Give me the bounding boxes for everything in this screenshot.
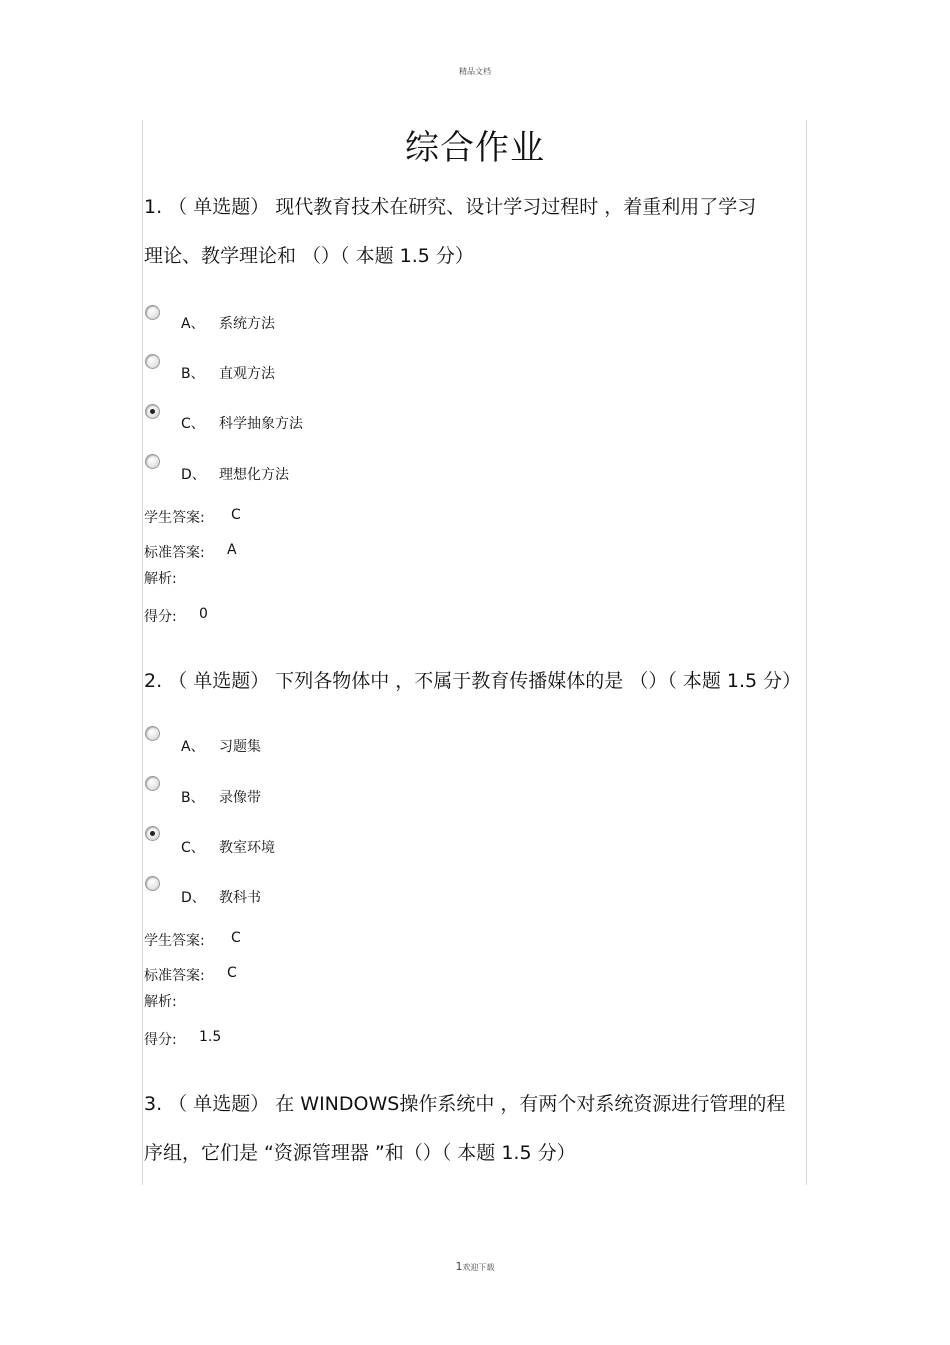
question-2-standard-answer-label: 标准答案: (144, 968, 205, 984)
question-1-option-b-letter: B、 (181, 366, 205, 382)
question-2-option-b-text: 录像带 (219, 790, 261, 806)
left-border (142, 120, 143, 1185)
question-1-option-c-letter: C、 (181, 416, 205, 432)
question-2-option-a-text: 习题集 (219, 739, 261, 755)
question-2-score-value: 1.5 (199, 1029, 222, 1045)
question-2-score-label: 得分: (144, 1032, 177, 1048)
page-number: 1 (455, 1260, 463, 1273)
question-2-standard-answer-value: C (227, 965, 237, 981)
question-1-analysis-label: 解析: (144, 571, 177, 587)
question-1-text-line-1: 1. （ 单选题） 现代教育技术在研究、设计学习过程时 ，着重利用了学习 (144, 196, 757, 218)
question-2-option-d-letter: D、 (181, 890, 206, 906)
question-3-text-line-2: 序组，它们是 “资源管理器 ”和（）（ 本题 1.5 分） (144, 1142, 576, 1164)
header-watermark: 精品文档 (459, 67, 491, 76)
question-1-option-a-text: 系统方法 (219, 316, 275, 332)
question-1-text-line-2: 理论、教学理论和 （）（ 本题 1.5 分） (144, 245, 474, 267)
question-1-standard-answer-value: A (227, 542, 237, 558)
question-2-option-b-letter: B、 (181, 790, 205, 806)
question-1-option-a-radio[interactable] (145, 305, 160, 320)
question-2-option-d-text: 教科书 (219, 890, 261, 906)
question-2-student-answer-label: 学生答案: (144, 933, 205, 949)
question-2-option-d-radio[interactable] (145, 876, 160, 891)
question-1-option-b-text: 直观方法 (219, 366, 275, 382)
question-1-option-b-radio[interactable] (145, 354, 160, 369)
question-2-student-answer-value: C (231, 930, 241, 946)
question-2-option-c-radio[interactable] (145, 826, 160, 841)
footer-watermark (0, 1260, 950, 1273)
question-1-student-answer-label: 学生答案: (144, 510, 205, 526)
question-2-option-a-letter: A、 (181, 739, 205, 755)
footer-text: 欢迎下载 (462, 1263, 495, 1272)
question-2-option-c-letter: C、 (181, 840, 205, 856)
page-title: 综合作业 (405, 128, 545, 168)
selected-dot-icon (150, 409, 155, 414)
question-1-option-a-letter: A、 (181, 316, 205, 332)
question-2-option-a-radio[interactable] (145, 726, 160, 741)
question-1-option-d-text: 理想化方法 (219, 467, 289, 483)
question-2-option-b-radio[interactable] (145, 776, 160, 791)
right-border (806, 120, 807, 1185)
selected-dot-icon (150, 831, 155, 836)
question-2-analysis-label: 解析: (144, 994, 177, 1010)
question-1-standard-answer-label: 标准答案: (144, 545, 205, 561)
question-1-option-d-letter: D、 (181, 467, 206, 483)
question-2-option-c-text: 教室环境 (219, 840, 275, 856)
question-3-text-line-1: 3. （ 单选题） 在 WINDOWS操作系统中 ，有两个对系统资源进行管理的程 (144, 1093, 786, 1115)
question-1-option-d-radio[interactable] (145, 454, 160, 469)
question-1-score-value: 0 (199, 606, 208, 622)
question-1-student-answer-value: C (231, 507, 241, 523)
question-1-score-label: 得分: (144, 609, 177, 625)
question-1-option-c-radio[interactable] (145, 404, 160, 419)
question-2-text-line-1: 2. （ 单选题） 下列各物体中 ，不属于教育传播媒体的是 （）（ 本题 1.5 分） (144, 670, 802, 692)
question-1-option-c-text: 科学抽象方法 (219, 416, 303, 432)
